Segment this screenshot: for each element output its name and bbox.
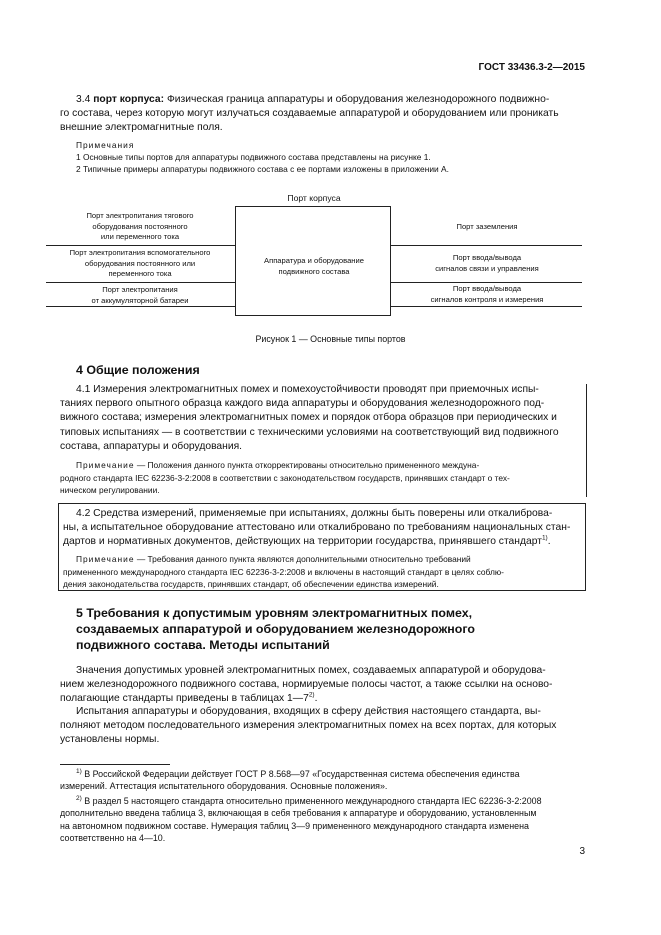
note-4-2-line-2: примененного международного стандарта IEC 62236-3-2:2008 и включены в настоящий стандарт в целях соблю- xyxy=(63,566,504,577)
clause-4-2 xyxy=(63,507,583,550)
footnote-ref-2: 2) xyxy=(308,691,315,699)
note-4-1-label: Примечание xyxy=(76,460,135,470)
s5-p2-line-2: полняют методом последовательного измерения электромагнитных помех на всех портах, для которых xyxy=(60,720,557,732)
right-port-line-2 xyxy=(391,282,582,283)
left-port-battery xyxy=(46,285,234,306)
section-5-paragraph-1 xyxy=(60,664,584,707)
figure-caption: Рисунок 1 — Основные типы портов xyxy=(255,334,406,344)
term: порт корпуса: xyxy=(93,94,165,105)
right-port-line-3 xyxy=(391,306,582,307)
section-5-heading-line-3: подвижного состава. Методы испытаний xyxy=(76,638,330,652)
definition-line-3: внешние электромагнитные поля. xyxy=(60,122,223,134)
footnote-2-line-1: В раздел 5 настоящего стандарта относительно примененного международного стандарта IEC 62236-3-2:2008 xyxy=(84,796,542,806)
definition-line-1: Физическая граница аппаратуры и оборудования железнодорожного подвижно- xyxy=(166,94,550,105)
figure-1 xyxy=(0,0,661,344)
left-port-traction-line-1: Порт электропитания тягового xyxy=(86,211,194,220)
right-port-signal-io-line-1: Порт ввода/вывода xyxy=(452,253,522,262)
footnote-2 xyxy=(60,795,584,845)
clause-4-2-line-3 xyxy=(63,535,583,549)
s5-p1-line-3-text: полагающие стандарты приведены в таблицах 1—7 xyxy=(60,693,309,705)
clause-4-1 xyxy=(60,383,584,454)
clause-number: 3.4 xyxy=(76,94,91,105)
s5-p1-line-2: нием железнодорожного подвижного состава, нормируемые полосы частот, а также ссылки на осново- xyxy=(60,679,553,691)
right-port-signal-io-line-2: сигналов связи и управления xyxy=(435,263,539,273)
s5-p1-line-1: Значения допустимых уровней электромагнитных помех, создаваемых аппаратурой и оборудова- xyxy=(76,665,546,676)
left-port-traction-line-3: или переменного тока xyxy=(100,232,180,241)
definition-line-2: го состава, через которую могут излучаться создаваемые аппаратурой и оборудованием или проникать xyxy=(60,108,559,120)
right-port-earthing-line-1: Порт заземления xyxy=(456,222,518,231)
section-5-heading xyxy=(76,605,475,653)
clause-4-2-line-1: 4.2 Средства измерений, применяемые при испытаниях, должны быть поверены или откалиброва- xyxy=(76,508,553,519)
note-4-1 xyxy=(60,459,584,497)
left-port-traction-line-2: оборудования постоянного xyxy=(92,221,188,231)
s5-p1-end: . xyxy=(314,693,318,705)
right-port-line-1 xyxy=(391,245,582,246)
footnote-1-mark: 1) xyxy=(76,768,82,776)
right-port-signal-io xyxy=(392,253,582,274)
note-4-2-label: Примечание xyxy=(76,554,135,564)
enclosure-port-label: Порт корпуса xyxy=(287,193,341,203)
notes-label: Примечания xyxy=(76,140,135,150)
clause-4-1-line-5: состава, аппаратуры и оборудования. xyxy=(60,440,243,452)
footnote-2-line-3: на автономном подвижном составе. Нумерация таблиц 3—9 примененного международного стандарта изменена xyxy=(60,820,529,831)
clause-4-1-line-2: таниях первого опытного образца каждого вида аппаратуры и оборудования железнодорожного под- xyxy=(60,398,545,410)
clause-4-1-line-3: вижного состава; измерения электромагнитных помех и порядок отбора образцов при периодических и xyxy=(60,412,557,424)
left-port-traction xyxy=(46,211,234,243)
s5-p2-line-1: Испытания аппаратуры и оборудования, входящих в сферу действия настоящего стандарта, вы- xyxy=(76,706,541,717)
left-port-battery-line-1: Порт электропитания xyxy=(102,285,178,294)
note-4-2-line-1: — Требования данного пункта являются дополнительными относительно требований xyxy=(136,554,471,564)
equipment-label xyxy=(236,256,392,277)
left-port-line-3 xyxy=(46,306,235,307)
clause-4-2-line-2: ны, а испытательное оборудование аттестовано или откалибровано по требованиям национальных стан- xyxy=(63,522,571,534)
right-port-measurement-io-line-1: Порт ввода/вывода xyxy=(452,284,522,293)
right-port-earthing xyxy=(392,222,582,233)
section-5-heading-line-1: 5 Требования к допустимым уровням электромагнитных помех, xyxy=(76,606,473,620)
note-4-2 xyxy=(63,553,583,591)
left-port-line-1 xyxy=(46,245,235,246)
right-port-measurement-io-line-2: сигналов контроля и измерения xyxy=(430,294,544,304)
s5-p2-line-3: установлены нормы. xyxy=(60,734,160,746)
page-number: 3 xyxy=(579,846,585,857)
left-port-auxiliary xyxy=(46,248,234,280)
left-port-battery-line-2: от аккумуляторной батареи xyxy=(91,295,189,305)
footnote-ref-1: 1) xyxy=(541,534,548,542)
left-port-auxiliary-line-3: переменного тока xyxy=(108,269,172,278)
note-4-1-line-2: родного стандарта IEC 62236-3-2:2008 в соответствии с законодательством государств, принявших стандарт о тех- xyxy=(60,472,510,483)
section-5-paragraph-2 xyxy=(60,705,584,748)
footnote-1-line-1: В Российской Федерации действует ГОСТ Р 8.568—97 «Государственная система обеспечения единства xyxy=(84,769,520,779)
change-bar-1 xyxy=(586,384,587,497)
section-5-heading-line-2: создаваемых аппаратурой и оборудованием железнодорожного xyxy=(76,622,475,636)
footnote-1-line-2: измерений. Аттестация испытательного оборудования. Основные положения». xyxy=(60,781,388,792)
note-4-1-line-1: — Положения данного пункта откорректированы относительно примененного междуна- xyxy=(136,460,480,470)
footnote-2-mark: 2) xyxy=(76,795,82,803)
note-1: 1 Основные типы портов для аппаратуры подвижного состава представлены на рисунке 1. xyxy=(76,152,431,162)
clause-4-1-line-1: 4.1 Измерения электромагнитных помех и помехоустойчивости проводят при приемочных испы- xyxy=(76,384,539,395)
document-number: ГОСТ 33436.3-2—2015 xyxy=(478,62,585,73)
footnote-separator xyxy=(60,764,170,765)
equipment-label-line-2: подвижного состава xyxy=(278,266,350,276)
section-4-heading: 4 Общие положения xyxy=(76,363,200,377)
right-port-measurement-io xyxy=(392,284,582,305)
clause-4-2-end: . xyxy=(547,536,551,548)
footnote-2-line-4: соответственно на 4—10. xyxy=(60,833,166,844)
footnote-1 xyxy=(60,768,584,793)
clause-4-2-line-3-text: дартов и нормативных документов, действующих на территории государства, принявшего стандарт xyxy=(63,536,542,548)
note-4-2-line-3: дения законодательства государств, принявших стандарт, об обеспечении единства измерений. xyxy=(63,579,439,590)
clause-4-1-line-4: типовых испытаниях — в соответствии с техническими условиями на соответствующий вид подвижного xyxy=(60,426,559,438)
equipment-label-line-1: Аппаратура и оборудование xyxy=(264,256,364,265)
note-2: 2 Типичные примеры аппаратуры подвижного состава с ее портами изложены в приложении А. xyxy=(76,164,449,174)
note-4-1-line-3: ническом регулировании. xyxy=(60,485,160,496)
footnote-2-line-2: дополнительно введена таблица 3, включающая в себя требования к аппаратуре и оборудованию, установленным xyxy=(60,808,537,819)
left-port-line-2 xyxy=(46,282,235,283)
left-port-auxiliary-line-2: оборудования постоянного или xyxy=(84,258,196,268)
left-port-auxiliary-line-1: Порт электропитания вспомогательного xyxy=(69,248,211,257)
